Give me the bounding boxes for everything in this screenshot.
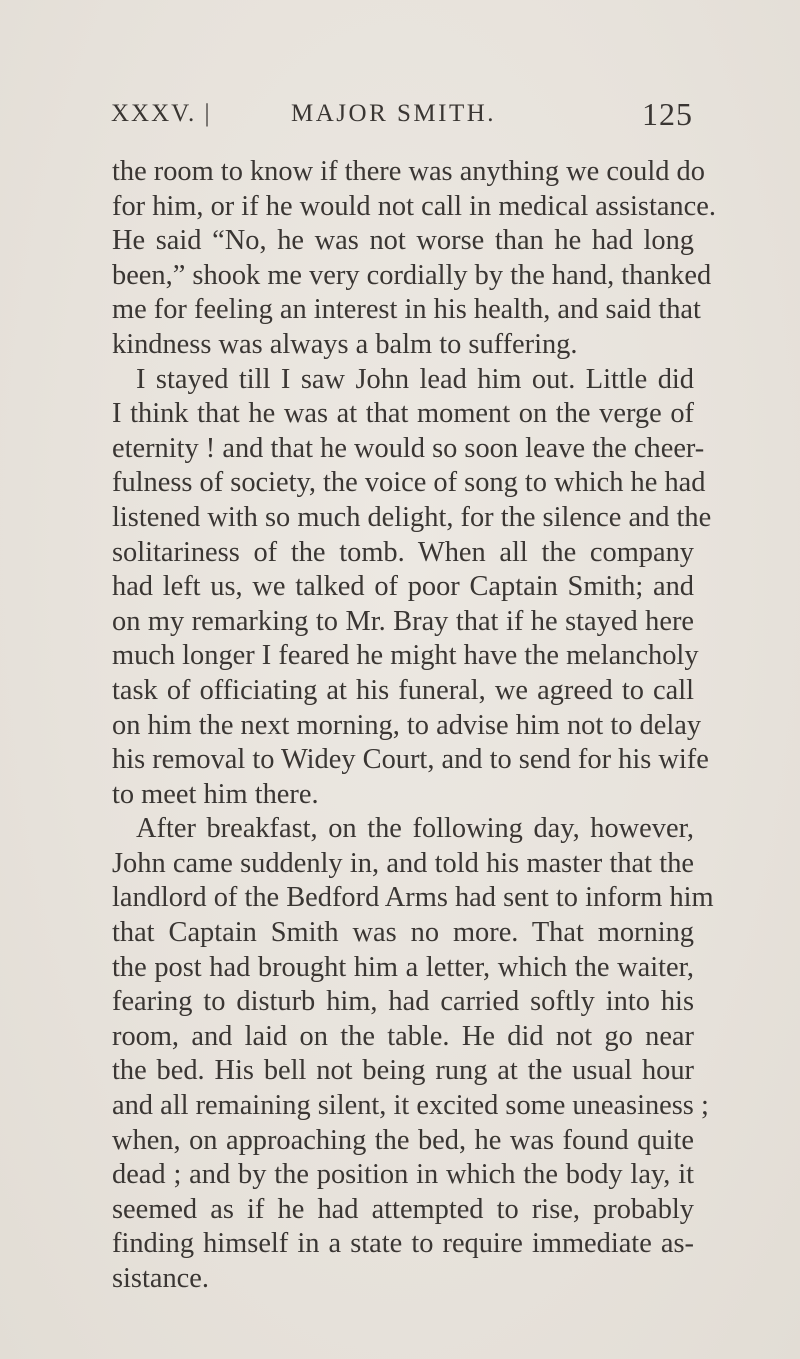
text-line: the bed. His bell not being rung at the usual hour bbox=[112, 1055, 694, 1087]
text-line: finding himself in a state to require immediate as- bbox=[112, 1228, 694, 1260]
text-line: task of officiating at his funeral, we agreed to call bbox=[112, 674, 694, 706]
running-head bbox=[111, 96, 693, 140]
text-line: He said “No, he was not worse than he had long bbox=[112, 225, 694, 257]
running-title: MAJOR SMITH. bbox=[291, 100, 497, 127]
text-line: had left us, we talked of poor Captain Smith; and bbox=[112, 571, 694, 603]
text-line: seemed as if he had attempted to rise, probably bbox=[112, 1193, 694, 1225]
text-line: the room to know if there was anything we could do bbox=[112, 156, 705, 187]
text-line: solitariness of the tomb. When all the company bbox=[112, 536, 694, 568]
text-line: for him, or if he would not call in medical assistance. bbox=[112, 190, 716, 222]
text-line: on my remarking to Mr. Bray that if he stayed here bbox=[112, 605, 694, 637]
text-line: me for feeling an interest in his health, and said that bbox=[112, 294, 701, 326]
text-line: John came suddenly in, and told his master that the bbox=[112, 847, 694, 879]
text-line: and all remaining silent, it excited some uneasiness ; bbox=[112, 1090, 709, 1122]
text-line: much longer I feared he might have the melancholy bbox=[112, 640, 699, 672]
text-line: I stayed till I saw John lead him out. Little did bbox=[136, 363, 694, 395]
text-line: that Captain Smith was no more. That morning bbox=[112, 917, 694, 949]
page-number: 125 bbox=[642, 96, 693, 132]
text-line: fulness of society, the voice of song to which he had bbox=[112, 467, 706, 499]
text-line: the post had brought him a letter, which the waiter, bbox=[112, 951, 694, 983]
text-line: sistance. bbox=[112, 1263, 209, 1294]
text-line: dead ; and by the position in which the body lay, it bbox=[112, 1159, 694, 1191]
text-line: landlord of the Bedford Arms had sent to inform him bbox=[112, 882, 714, 914]
text-line: kindness was always a balm to suffering. bbox=[112, 328, 578, 360]
text-line: listened with so much delight, for the silence and the bbox=[112, 501, 712, 533]
text-line: fearing to disturb him, had carried softly into his bbox=[112, 986, 694, 1018]
chapter-number: XXXV. | bbox=[111, 100, 212, 127]
text-line: eternity ! and that he would so soon leave the cheer- bbox=[112, 432, 705, 464]
text-line: his removal to Widey Court, and to send for his wife bbox=[112, 744, 709, 776]
text-line: After breakfast, on the following day, however, bbox=[136, 813, 694, 845]
text-line: when, on approaching the bed, he was found quite bbox=[112, 1124, 694, 1156]
text-line: to meet him there. bbox=[112, 778, 319, 810]
text-line: room, and laid on the table. He did not go near bbox=[112, 1020, 694, 1052]
text-line: on him the next morning, to advise him not to delay bbox=[112, 709, 702, 741]
text-line: I think that he was at that moment on the verge of bbox=[112, 398, 694, 430]
body-text bbox=[112, 155, 716, 1297]
text-line: been,” shook me very cordially by the hand, thanked bbox=[112, 259, 712, 291]
